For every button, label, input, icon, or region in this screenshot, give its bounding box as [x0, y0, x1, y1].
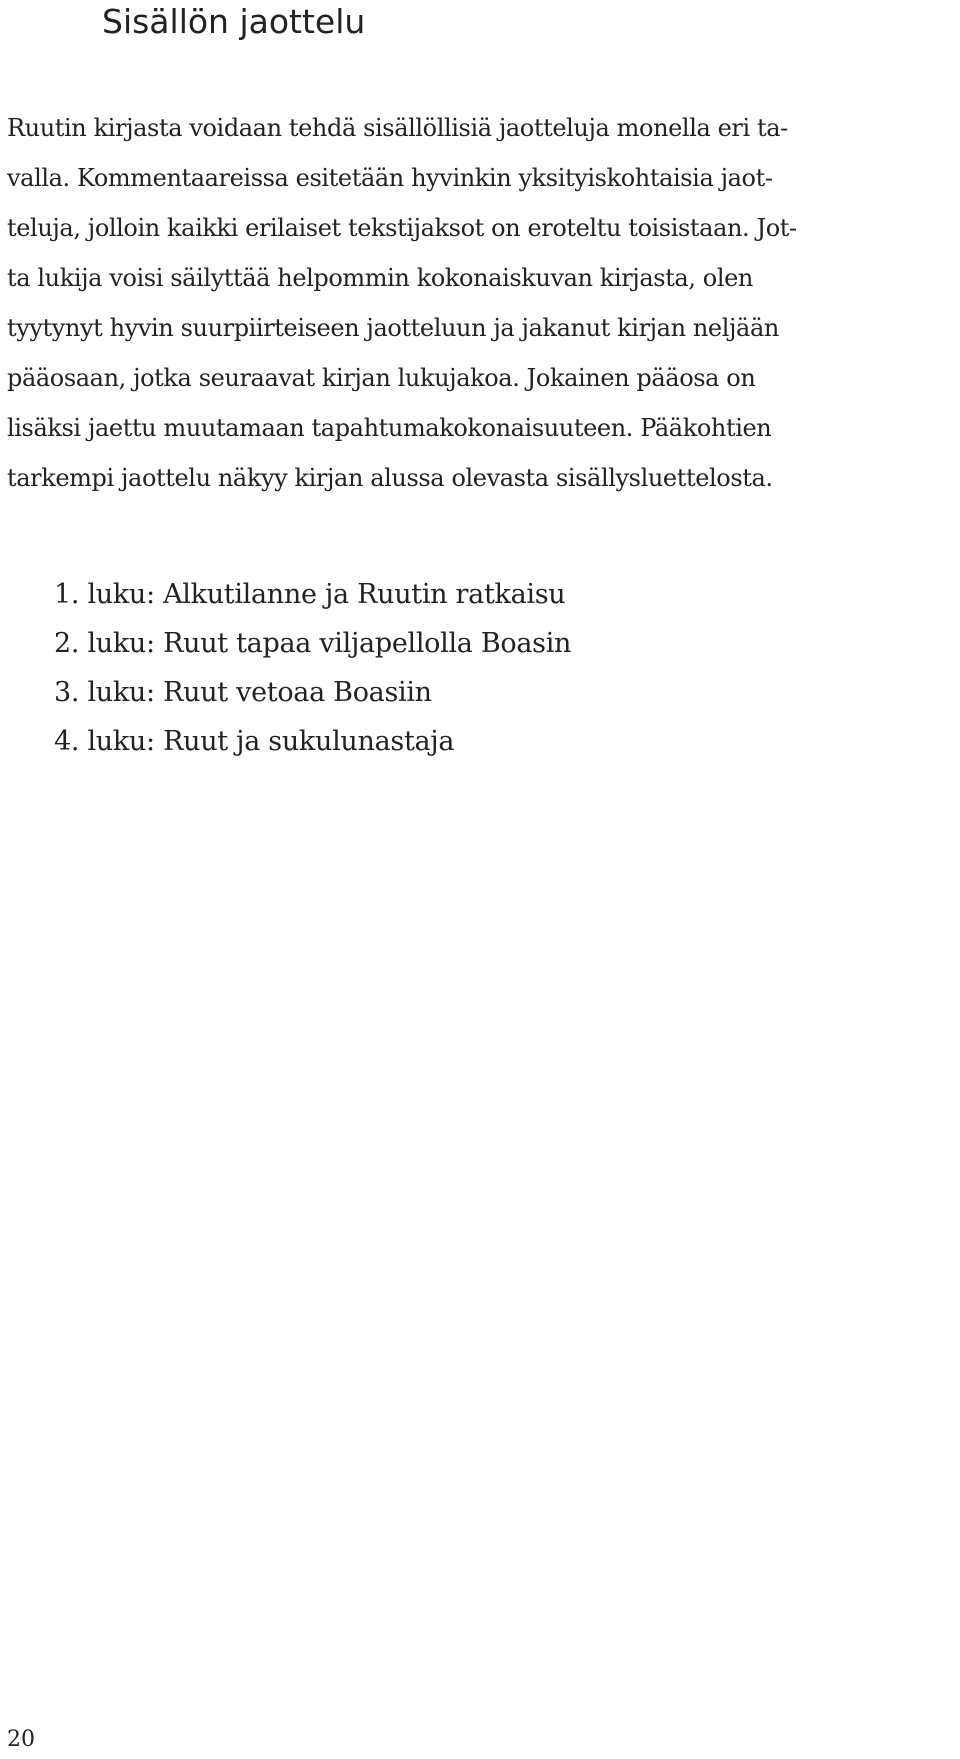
chapter-item-4: 4. luku: Ruut ja sukulunastaja: [54, 726, 455, 757]
chapter-item-1: 1. luku: Alkutilanne ja Ruutin ratkaisu: [54, 579, 566, 610]
paragraph-line: lisäksi jaettu muutamaan tapahtumakokonaisuuteen. Pääkohtien: [7, 414, 772, 442]
chapter-item-2: 2. luku: Ruut tapaa viljapellolla Boasin: [54, 628, 572, 659]
chapter-list: [54, 570, 571, 766]
body-paragraph: [7, 103, 947, 503]
paragraph-line: teluja, jolloin kaikki erilaiset tekstijaksot on eroteltu toisistaan. Jot-: [7, 214, 797, 242]
page-title: Sisällön jaottelu: [102, 2, 366, 41]
paragraph-line: valla. Kommentaareissa esitetään hyvinkin yksityiskohtaisia jaot-: [7, 164, 773, 192]
paragraph-line: ta lukija voisi säilyttää helpommin kokonaiskuvan kirjasta, olen: [7, 264, 753, 292]
paragraph-line: pääosaan, jotka seuraavat kirjan lukujakoa. Jokainen pääosa on: [7, 364, 756, 392]
paragraph-line: tyytynyt hyvin suurpiirteiseen jaotteluun ja jakanut kirjan neljään: [7, 314, 779, 342]
paragraph-line: Ruutin kirjasta voidaan tehdä sisällöllisiä jaotteluja monella eri ta-: [7, 114, 788, 142]
page-number: 20: [7, 1727, 35, 1752]
chapter-item-3: 3. luku: Ruut vetoaa Boasiin: [54, 677, 432, 708]
paragraph-line: tarkempi jaottelu näkyy kirjan alussa olevasta sisällysluettelosta.: [7, 464, 773, 492]
